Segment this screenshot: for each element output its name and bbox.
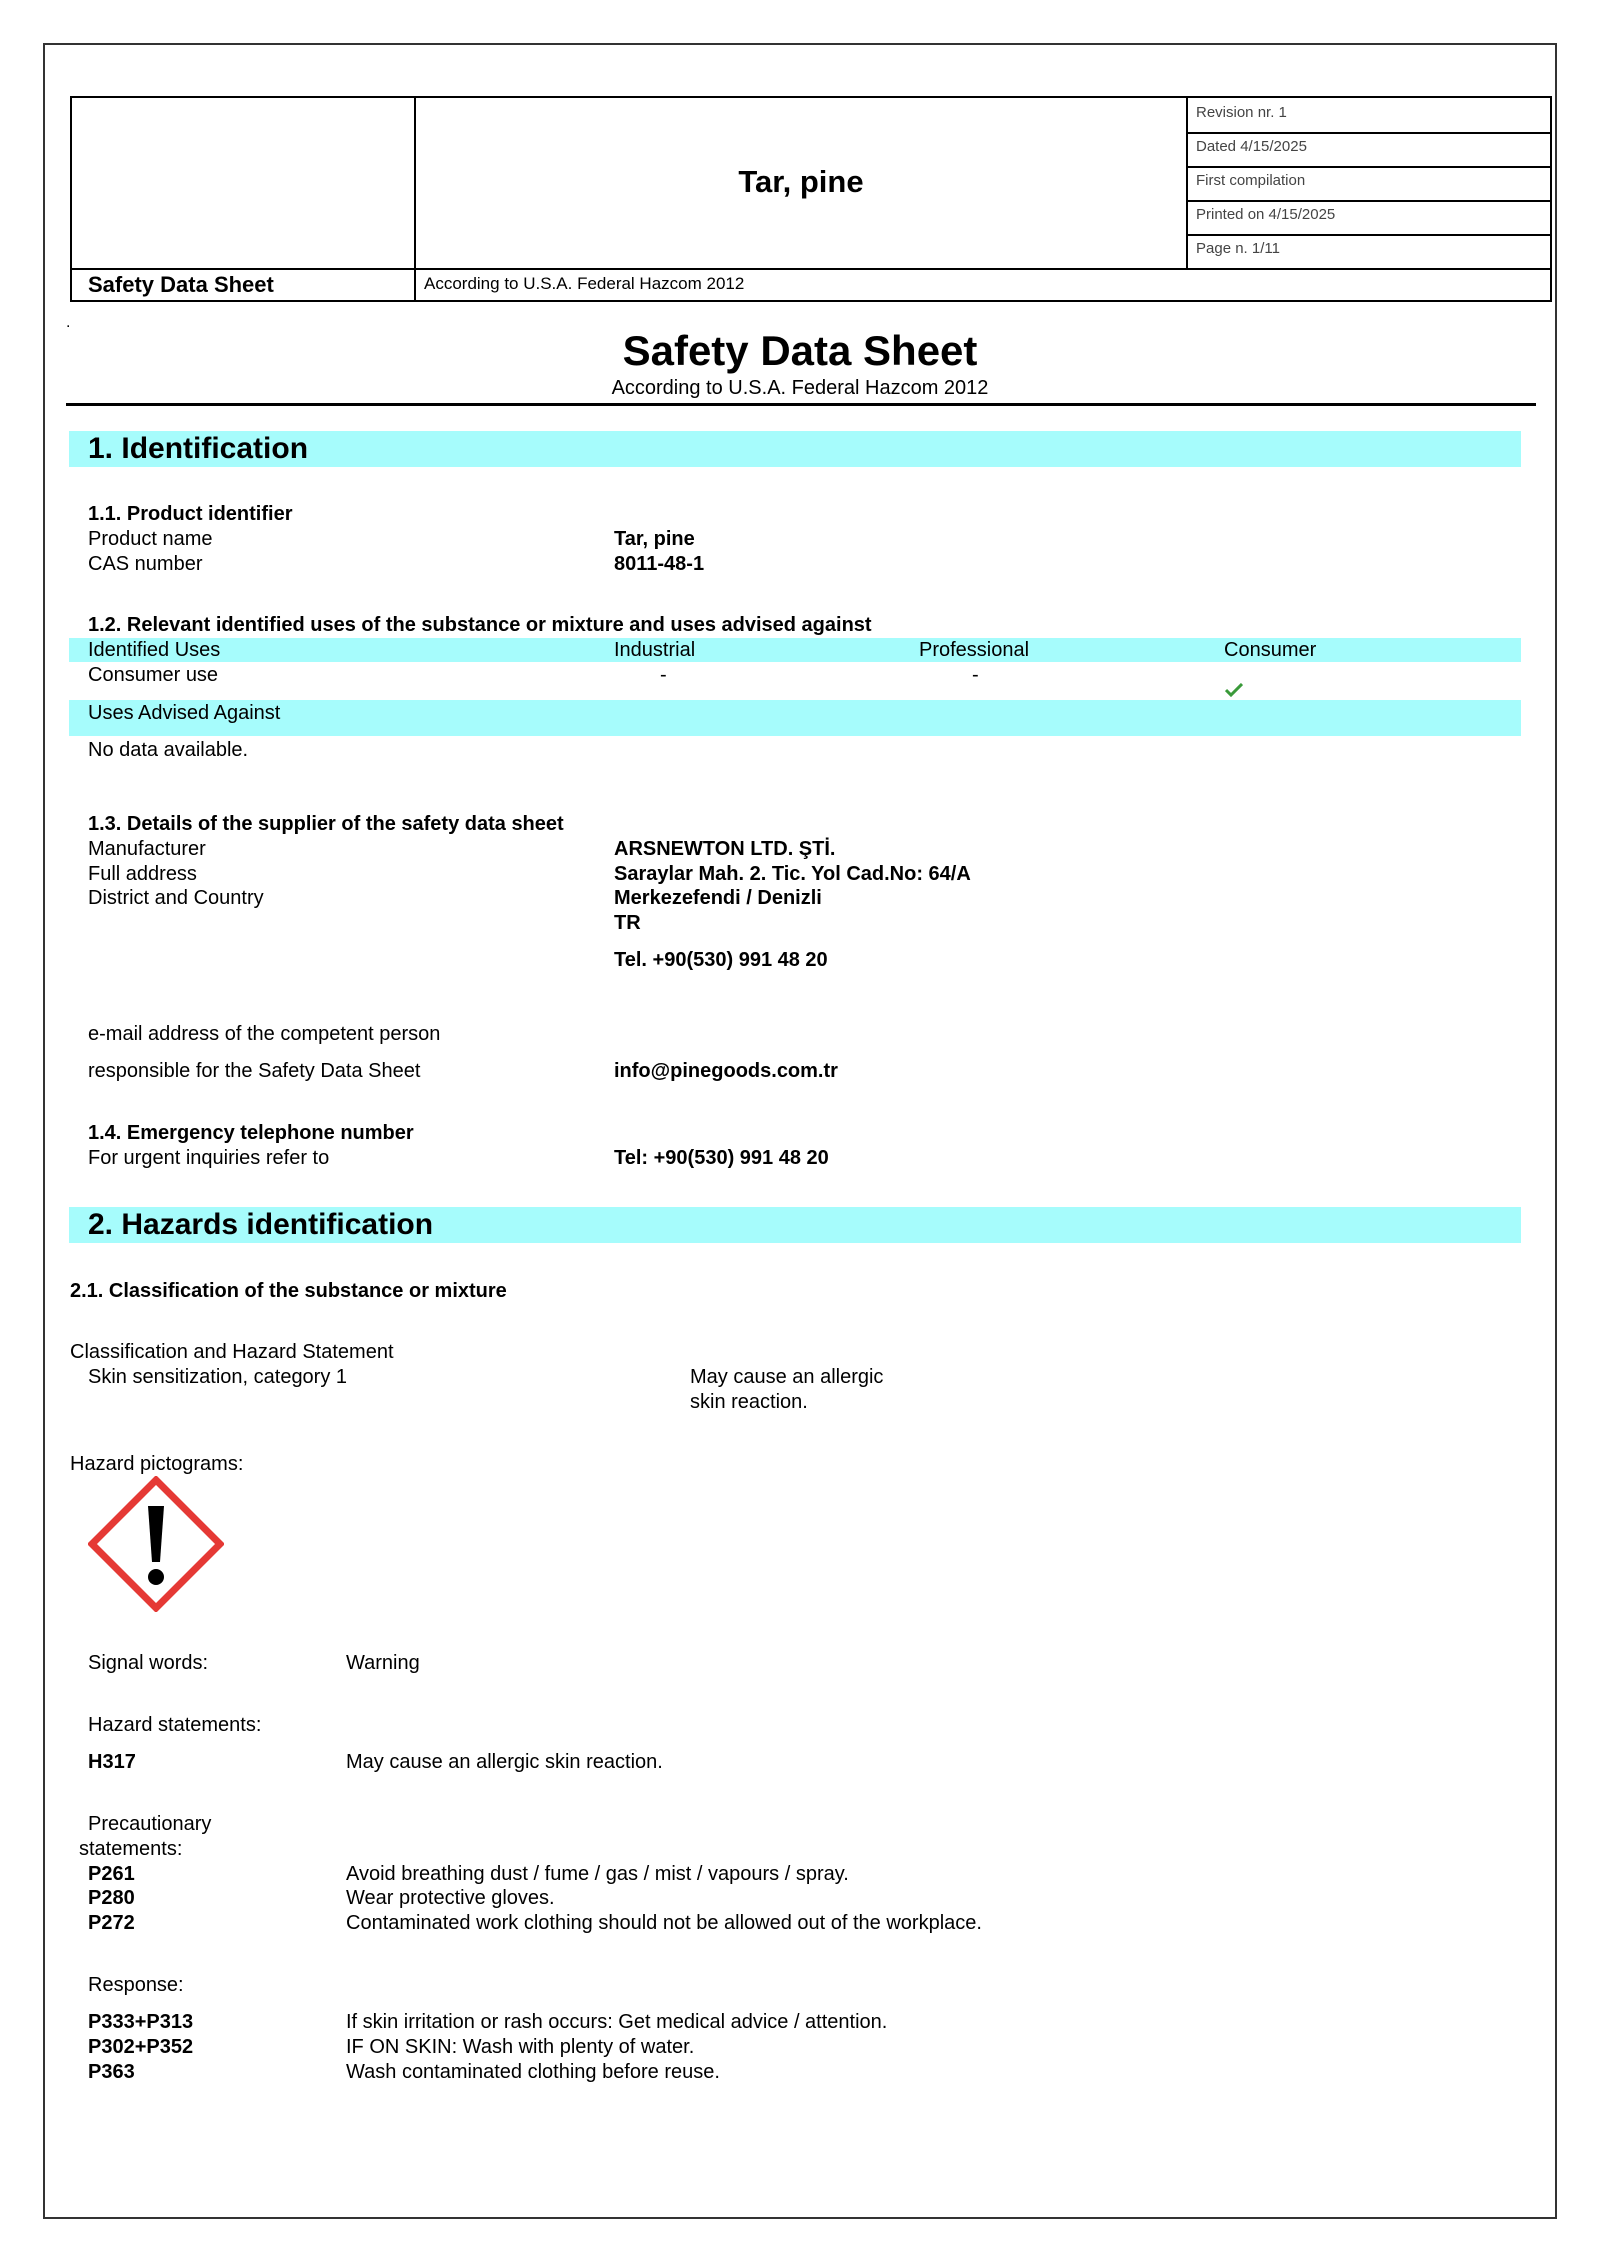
- district-value: Merkezefendi / Denizli: [614, 887, 822, 909]
- precautionary-code: P280: [88, 1887, 135, 1909]
- header-product-title: Tar, pine: [738, 164, 864, 199]
- page-number: Page n. 1/11: [1196, 240, 1280, 257]
- response-code: P302+P352: [88, 2036, 194, 2058]
- product-name-value: Tar, pine: [614, 528, 695, 550]
- hazard-code: H317: [88, 1751, 136, 1773]
- classification-statement-line2: skin reaction.: [690, 1391, 808, 1413]
- manufacturer-label: Manufacturer: [88, 838, 206, 860]
- response-text: Wash contaminated clothing before reuse.: [346, 2061, 720, 2083]
- email-label-line2: responsible for the Safety Data Sheet: [88, 1060, 421, 1082]
- uses-row-industrial: -: [660, 664, 667, 686]
- precautionary-code: P272: [88, 1912, 135, 1934]
- printed-date: Printed on 4/15/2025: [1196, 206, 1336, 223]
- pictograms-label: Hazard pictograms:: [70, 1453, 244, 1475]
- precautionary-text: Contaminated work clothing should not be allowed out of the workplace.: [346, 1912, 982, 1934]
- cas-label: CAS number: [88, 553, 203, 575]
- address-value: Saraylar Mah. 2. Tic. Yol Cad.No: 64/A: [614, 863, 971, 885]
- precautionary-label-line2: statements:: [79, 1838, 183, 1860]
- uses-col-industrial: Industrial: [614, 639, 696, 661]
- advised-against-bar: [69, 700, 1521, 736]
- supplier-tel: Tel. +90(530) 991 48 20: [614, 949, 828, 971]
- checkmark-icon: [1225, 683, 1243, 697]
- district-label: District and Country: [88, 887, 264, 909]
- precautionary-code: P261: [88, 1863, 135, 1885]
- advised-against-label: Uses Advised Against: [88, 702, 281, 724]
- address-label: Full address: [88, 863, 197, 885]
- stray-dot: .: [66, 314, 71, 331]
- section-1-heading: 1. Identification: [88, 432, 309, 465]
- response-code: P363: [88, 2061, 135, 2083]
- document-title: Safety Data Sheet: [622, 327, 978, 374]
- signal-words-label: Signal words:: [88, 1652, 209, 1674]
- response-label: Response:: [88, 1974, 184, 1996]
- section-2-heading: 2. Hazards identification: [88, 1208, 434, 1241]
- s13-title: 1.3. Details of the supplier of the safety data sheet: [88, 813, 564, 835]
- email-value: info@pinegoods.com.tr: [614, 1060, 838, 1082]
- urgent-tel: Tel: +90(530) 991 48 20: [614, 1147, 829, 1169]
- classification-item: Skin sensitization, category 1: [88, 1366, 348, 1388]
- classification-label: Classification and Hazard Statement: [70, 1341, 394, 1363]
- uses-col-identified: Identified Uses: [88, 639, 221, 661]
- s14-title: 1.4. Emergency telephone number: [88, 1122, 414, 1144]
- response-text: IF ON SKIN: Wash with plenty of water.: [346, 2036, 695, 2058]
- precautionary-text: Avoid breathing dust / fume / gas / mist / vapours / spray.: [346, 1863, 849, 1885]
- s11-title: 1.1. Product identifier: [88, 503, 293, 525]
- signal-words-value: Warning: [346, 1652, 420, 1674]
- s12-title: 1.2. Relevant identified uses of the substance or mixture and uses advised against: [88, 614, 872, 636]
- uses-col-consumer: Consumer: [1224, 639, 1317, 661]
- s21-title: 2.1. Classification of the substance or mixture: [70, 1280, 507, 1302]
- uses-row-professional: -: [972, 664, 979, 686]
- hazard-statements-label: Hazard statements:: [88, 1714, 262, 1736]
- document-subtitle: According to U.S.A. Federal Hazcom 2012: [611, 377, 989, 399]
- ghs-exclamation-mark-icon: [88, 1476, 224, 1612]
- response-text: If skin irritation or rash occurs: Get medical advice / attention.: [346, 2011, 888, 2033]
- header-table: [70, 96, 1552, 302]
- hazard-text: May cause an allergic skin reaction.: [346, 1751, 663, 1773]
- uses-col-professional: Professional: [919, 639, 1030, 661]
- product-name-label: Product name: [88, 528, 213, 550]
- precautionary-label-line1: Precautionary: [88, 1813, 212, 1835]
- header-doc-type: Safety Data Sheet: [88, 272, 274, 297]
- precautionary-text: Wear protective gloves.: [346, 1887, 555, 1909]
- revision-number: Revision nr. 1: [1196, 104, 1287, 121]
- first-compilation: First compilation: [1196, 172, 1306, 189]
- revision-date: Dated 4/15/2025: [1196, 138, 1307, 155]
- cas-value: 8011-48-1: [614, 553, 705, 575]
- response-code: P333+P313: [88, 2011, 194, 2033]
- title-rule: [66, 403, 1536, 406]
- no-data-text: No data available.: [88, 739, 249, 761]
- urgent-label: For urgent inquiries refer to: [88, 1147, 330, 1169]
- email-label-line1: e-mail address of the competent person: [88, 1023, 441, 1045]
- uses-row-consumer-use: Consumer use: [88, 664, 219, 686]
- manufacturer-value: ARSNEWTON LTD. ŞTİ.: [614, 838, 836, 860]
- header-according: According to U.S.A. Federal Hazcom 2012: [424, 274, 745, 293]
- country-value: TR: [614, 912, 641, 934]
- classification-statement-line1: May cause an allergic: [690, 1366, 884, 1388]
